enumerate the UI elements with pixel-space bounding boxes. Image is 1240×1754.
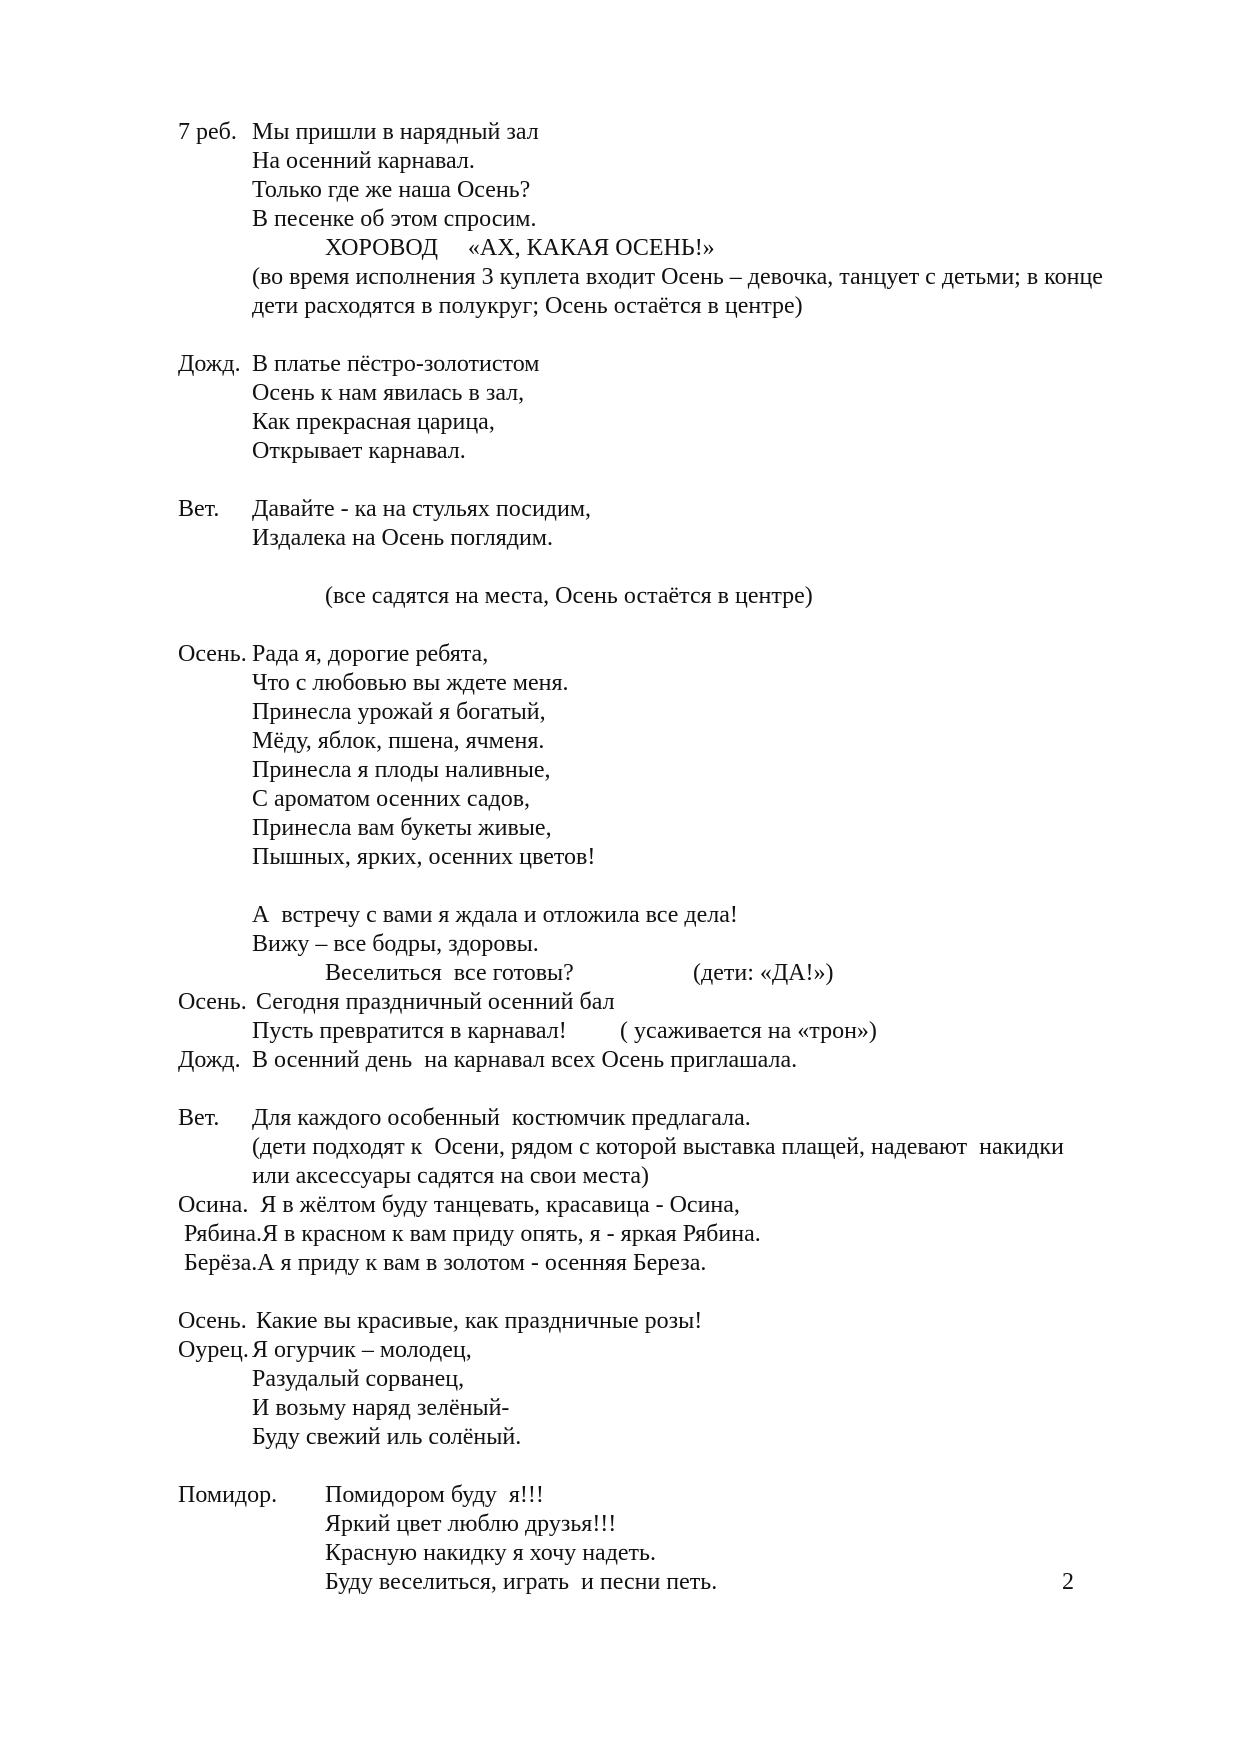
speaker-label: Осень.	[178, 989, 247, 1015]
tree-line: Рябина.Я в красном к вам приду опять, я - яркая Рябина.	[178, 1221, 761, 1247]
verse-line: В осенний день на карнавал всех Осень приглашала.	[252, 1047, 798, 1073]
verse-line: Сегодня праздничный осенний бал	[250, 989, 615, 1015]
stage-direction: ( усаживается на «трон»)	[620, 1018, 877, 1044]
speaker-label: Вет.	[178, 1105, 220, 1131]
speaker-label: Оурец.	[178, 1337, 249, 1363]
verse-line: Разудалый сорванец,	[252, 1366, 465, 1392]
verse-line: Осень к нам явилась в зал,	[252, 380, 525, 406]
verse-line: Принесла вам букеты живые,	[252, 815, 552, 841]
verse-line: Пусть превратится в карнавал!	[252, 1018, 567, 1044]
verse-line: Пышных, ярких, осенних цветов!	[252, 844, 596, 870]
children-reply: (дети: «ДА!»)	[693, 960, 834, 986]
verse-line: Что с любовью вы ждете меня.	[252, 670, 569, 696]
speaker-label: Вет.	[178, 496, 220, 522]
verse-line: Яркий цвет люблю друзья!!!	[325, 1511, 617, 1537]
verse-line: Как прекрасная царица,	[252, 409, 495, 435]
stage-direction: (дети подходят к Осени, рядом с которой выставка плащей, надевают накидки	[252, 1134, 1064, 1160]
verse-line: Рада я, дорогие ребята,	[252, 641, 489, 667]
verse-line: На осенний карнавал.	[252, 148, 475, 174]
verse-line: Веселиться все готовы?	[325, 960, 574, 986]
stage-direction: (во время исполнения 3 куплета входит Осень – девочка, танцует с детьми; в конце	[252, 264, 1103, 290]
speaker-label: Дожд.	[178, 1047, 241, 1073]
verse-line: В платье пёстро-золотистом	[252, 351, 540, 377]
verse-line: Помидором буду я!!!	[325, 1482, 544, 1508]
verse-line: Мёду, яблок, пшена, ячменя.	[252, 728, 545, 754]
verse-line: Мы пришли в нарядный зал	[252, 119, 539, 145]
verse-line: Только где же наша Осень?	[252, 177, 531, 203]
verse-line: С ароматом осенних садов,	[252, 786, 531, 812]
verse-line: Издалека на Осень поглядим.	[252, 525, 553, 551]
verse-line: В песенке об этом спросим.	[252, 206, 537, 232]
speaker-label: Помидор.	[178, 1482, 278, 1508]
speaker-label: Дожд.	[178, 351, 241, 377]
verse-line: Какие вы красивые, как праздничные розы!	[250, 1308, 703, 1334]
verse-line: Принесла я плоды наливные,	[252, 757, 551, 783]
stage-direction: дети расходятся в полукруг; Осень остаётся в центре)	[252, 293, 803, 319]
verse-line: Я огурчик – молодец,	[246, 1337, 472, 1363]
verse-line: И возьму наряд зелёный-	[252, 1395, 510, 1421]
verse-line: Принесла урожай я богатый,	[252, 699, 546, 725]
verse-line: Открывает карнавал.	[252, 438, 466, 464]
verse-line: Вижу – все бодры, здоровы.	[252, 931, 539, 957]
verse-line: А встречу с вами я ждала и отложила все дела!	[252, 902, 738, 928]
verse-line: Буду свежий иль солёный.	[252, 1424, 522, 1450]
verse-line: Красную накидку я хочу надеть.	[325, 1540, 656, 1566]
speaker-label: Осень.	[178, 641, 247, 667]
verse-line: Давайте - ка на стульях посидим,	[252, 496, 592, 522]
page-number: 2	[1062, 1569, 1074, 1595]
speaker-label: 7 реб.	[178, 119, 237, 145]
verse-line: Буду веселиться, играть и песни петь.	[325, 1569, 718, 1595]
tree-line: Осина. Я в жёлтом буду танцевать, красавица - Осина,	[178, 1192, 740, 1218]
verse-line: Для каждого особенный костюмчик предлагала.	[252, 1105, 751, 1131]
song-title: ХОРОВОД «АХ, КАКАЯ ОСЕНЬ!»	[325, 235, 715, 261]
stage-direction: или аксессуары садятся на свои места)	[252, 1163, 650, 1189]
tree-line: Берёза.А я приду к вам в золотом - осенняя Береза.	[178, 1250, 707, 1276]
speaker-label: Осень.	[178, 1308, 247, 1334]
stage-direction: (все садятся на места, Осень остаётся в центре)	[325, 583, 813, 609]
